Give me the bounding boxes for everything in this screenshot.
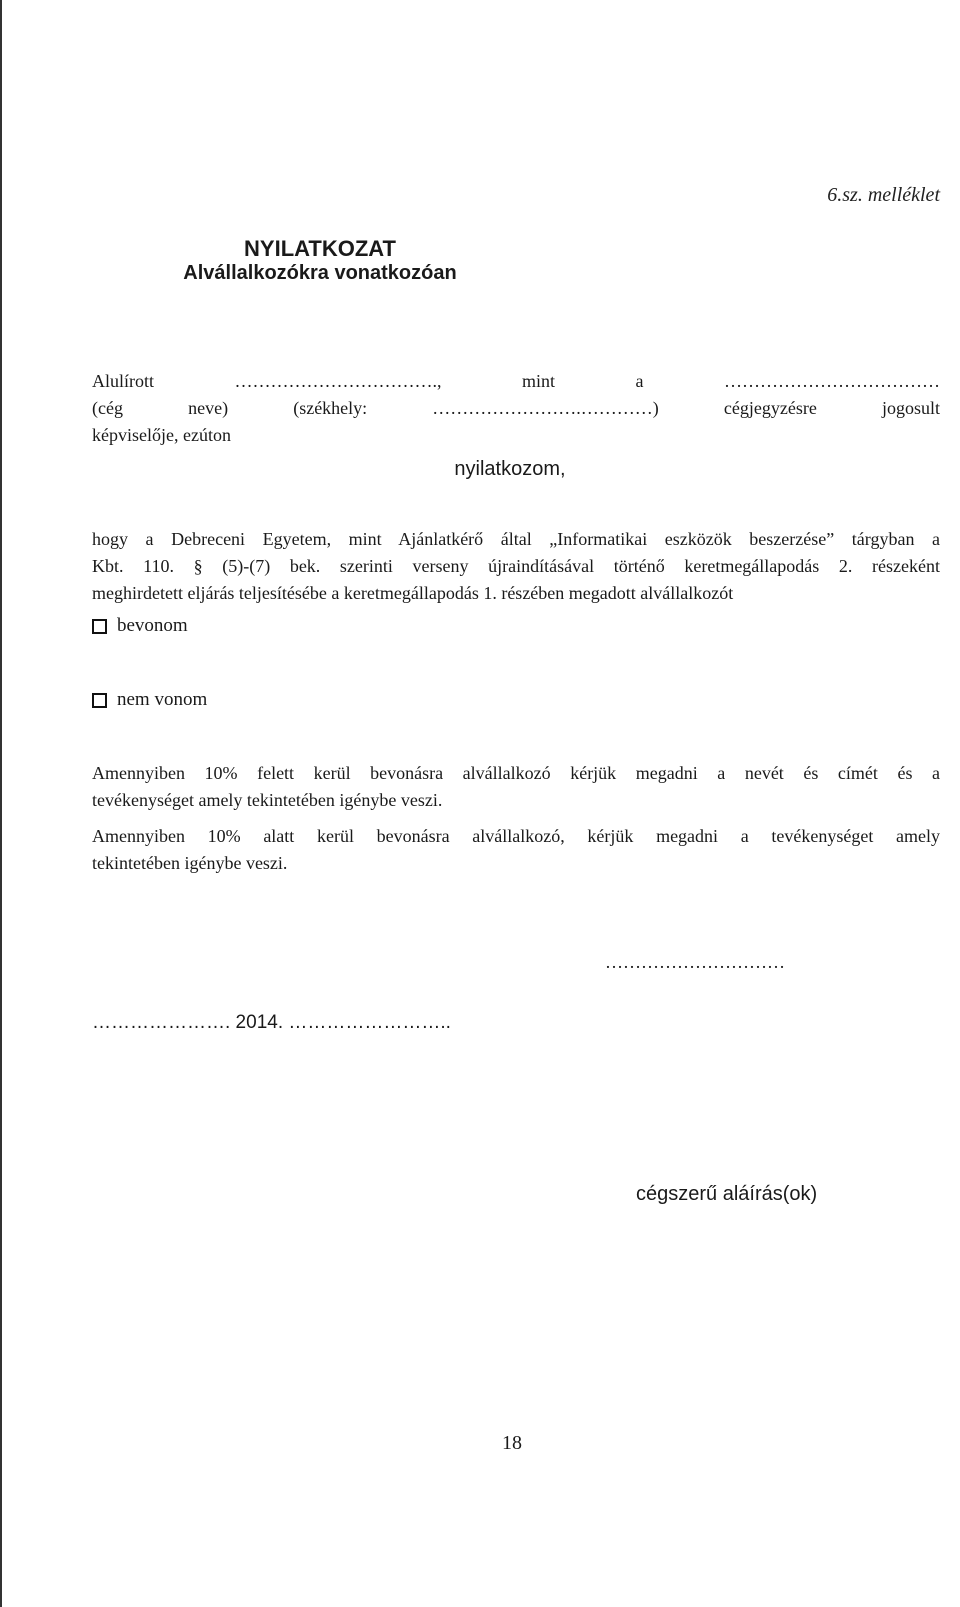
intro-line-3: képviselője, ezúton	[92, 425, 231, 445]
date-line: …………………. 2014. ……………………..	[92, 1012, 451, 1033]
note-above-10-line-2: tevékenységet amely tekintetében igénybe veszi.	[92, 790, 443, 810]
intro-line-2: (cég neve) (székhely: …………………….…………) cégjegyzésre jogosult	[92, 398, 940, 418]
note-above-10-line-1: Amennyiben 10% felett kerül bevonásra alvállalkozó kérjük megadni a nevét és címét és a	[92, 763, 940, 783]
option-include-label: bevonom	[117, 615, 188, 636]
note-above-10-paragraph	[92, 760, 940, 814]
option-exclude-checkbox[interactable]	[92, 693, 107, 708]
document-title: NYILATKOZAT	[244, 236, 396, 261]
statement-paragraph	[92, 526, 940, 607]
annex-label: 6.sz. melléklet	[827, 184, 940, 206]
intro-paragraph	[92, 368, 940, 449]
signature-line: …………………………	[605, 952, 785, 972]
statement-line-1: hogy a Debreceni Egyetem, mint Ajánlatkérő által „Informatikai eszközök beszerzése” tárgyban a	[92, 529, 940, 549]
note-below-10-line-2: tekintetében igénybe veszi.	[92, 853, 288, 873]
option-include-row[interactable]	[92, 615, 188, 637]
option-exclude-label: nem vonom	[117, 689, 208, 710]
statement-line-3: meghirdetett eljárás teljesítésébe a keretmegállapodás 1. részében megadott alvállalkozót	[92, 583, 734, 603]
signature-label: cégszerű aláírás(ok)	[636, 1183, 818, 1205]
declaration-word: nyilatkozom,	[454, 458, 566, 480]
intro-line-1: Alulírott ……………………………., mint a ………………………………	[92, 371, 940, 391]
note-below-10-line-1: Amennyiben 10% alatt kerül bevonásra alvállalkozó, kérjük megadni a tevékenységet amely	[92, 826, 940, 846]
option-include-checkbox[interactable]	[92, 619, 107, 634]
page-number: 18	[502, 1432, 522, 1454]
note-below-10-paragraph	[92, 823, 940, 877]
document-subtitle: Alvállalkozókra vonatkozóan	[183, 262, 457, 284]
statement-line-2: Kbt. 110. § (5)-(7) bek. szerinti verseny újraindításával történő keretmegállapodás 2. részeként	[92, 556, 940, 576]
option-exclude-row[interactable]	[92, 689, 207, 711]
